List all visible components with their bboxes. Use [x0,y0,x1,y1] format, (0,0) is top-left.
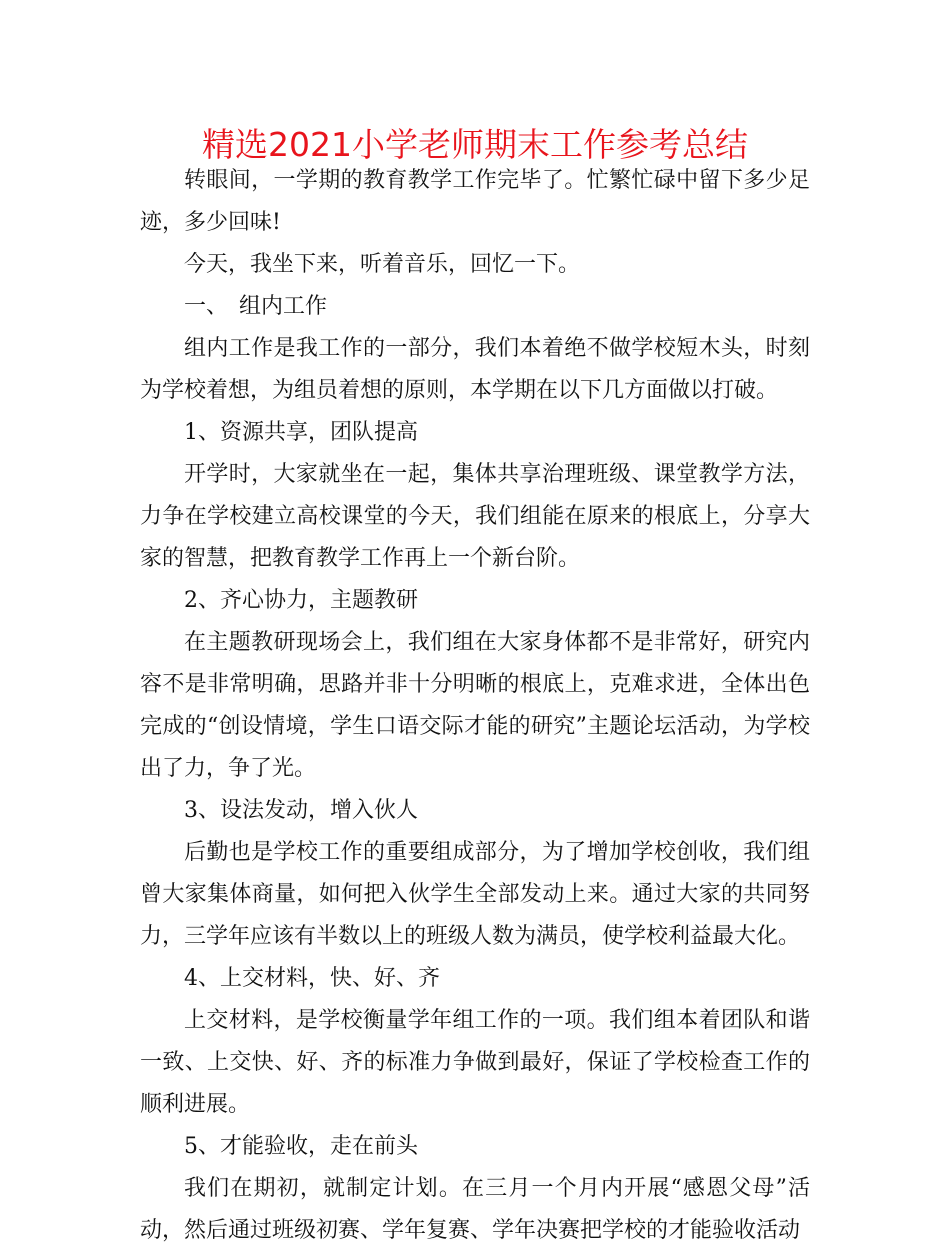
paragraph: 转眼间，一学期的教育教学工作完毕了。忙繁忙碌中留下多少足迹，多少回味! [140,168,810,235]
document-body [140,160,810,1252]
section-heading: 一、 组内工作 [184,294,328,319]
paragraph: 后勤也是学校工作的重要组成部分，为了增加学校创收，我们组曾大家集体商量，如何把入伙学生全部发动上来。通过大家的共同努力，三学年应该有半数以上的班级人数为满员，使学校利益最大化。 [140,840,810,949]
paragraph: 今天，我坐下来，听着音乐，回忆一下。 [184,252,581,277]
document-title: 精选2021小学老师期末工作参考总结 [202,125,748,164]
paragraph: 上交材料，是学校衡量学年组工作的一项。我们组本着团队和谐一致、上交快、好、齐的标准力争做到最好，保证了学校检查工作的顺利进展。 [140,1008,810,1117]
subsection-heading: 1、资源共享，团队提高 [184,420,418,445]
subsection-heading: 2、齐心协力，主题教研 [184,588,418,613]
subsection-heading: 5、才能验收，走在前头 [184,1134,418,1159]
subsection-heading: 3、设法发动，增入伙人 [184,798,418,823]
paragraph: 我们在期初，就制定计划。在三月一个月内开展“感恩父母”活动，然后通过班级初赛、学年复赛、学年决赛把学校的才能验收活动 [140,1176,810,1243]
paragraph: 组内工作是我工作的一部分，我们本着绝不做学校短木头，时刻为学校着想，为组员着想的原则，本学期在以下几方面做以打破。 [140,336,810,403]
subsection-heading: 4、上交材料，快、好、齐 [184,966,440,991]
paragraph: 开学时，大家就坐在一起，集体共享治理班级、课堂教学方法，力争在学校建立高校课堂的今天，我们组能在原来的根底上，分享大家的智慧，把教育教学工作再上一个新台阶。 [140,462,810,571]
paragraph: 在主题教研现场会上，我们组在大家身体都不是非常好，研究内容不是非常明确，思路并非十分明晰的根底上，克难求进，全体出色完成的“创设情境，学生口语交际才能的研究”主题论坛活动，为学校出了力，争了光。 [140,630,810,781]
